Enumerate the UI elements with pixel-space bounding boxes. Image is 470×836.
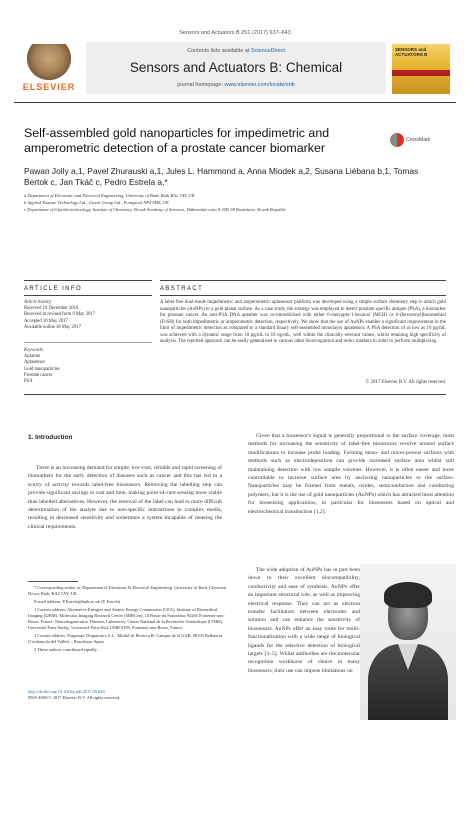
cover-title: SENSORS and ACTUATORS B [395, 47, 428, 57]
introduction-paragraph-right-1: Given that a biosensor's signal is generally proportional to the surface coverage, most methods for increasing the sensitivity of label-free biosensors revolve around surface modifications to increase probe loading. Forming meso- and micro-porous surfaces with methods such as electrodeposition can provide increased surface area whilst still maintaining detection with low sample volumes. However, it is often easier and more controllable to increase surface area by anchoring nanoparticles to the surface. Nanoparticles may be formed from metals, oxides, semiconductors and conducting polymers, but it is the use of gold nanoparticles (AuNPs) which has attracted most attention for biosensing applications, in particular for biosensors based on optical and electrochemical transduction [1,2]. [248, 433, 454, 515]
abstract-copyright: © 2017 Elsevier B.V. All rights reserved. [365, 380, 446, 385]
elsevier-wordmark: ELSEVIER [22, 82, 76, 92]
author-photo [360, 564, 456, 720]
history-accepted: Accepted 10 May 2017 [24, 318, 68, 324]
journal-citation: Sensors and Actuators B 251 (2017) 637–643 [179, 30, 291, 36]
photo-hair [384, 582, 432, 608]
article-info-subrule [24, 295, 152, 296]
crossmark-label: CrossMark [406, 137, 431, 143]
doi-rights: 0925-4005/© 2017 Elsevier B.V. All rights reserved. [28, 695, 121, 700]
affiliation-b: b Applied Enzyme Technology Ltd., Gwent Group Ltd., Pontypool NP4 0HZ, UK [24, 200, 169, 206]
footnote-1: 1 Current address: Alternative Energies and Atomic Energy Commission (CEA), Institute of Biomedical Imaging (I2BM), Molecular Imaging Research Center (MIRCen), 18 Route du Panorama, 92265 Fontenay-aux-Roses, France; Neurodegenerative Diseases Laboratory, Centre National de la Recherche Scientifique (CNRS), Université Paris-Saclay, Université Paris-Sud, UMR 9199, Fontenay-aux-Roses, France. [28, 606, 225, 630]
keywords-divider [24, 342, 152, 343]
journal-header [14, 42, 456, 103]
cover-band [392, 70, 450, 76]
introduction-paragraph-right-2: The wide adoption of AuNPs has in part been down to their excellent biocompatibility, conductivity and ease of synthesis. AuNPs offer an important structural role, as well as improving electrical response. They can act as electron transfer facilitators between electrodes and solution and can enhance the sensitivity of biosensors. AuNPs offer an easy route for multi-functionalization with a wide range of biological ligands for the selective detection of biological targets [3–5]. Whilst antibodies are the molecular recognition workhorse of choice in many biosensors, their use can impose limitations on [248, 567, 360, 674]
history-received: Received 19 December 2016 [24, 306, 79, 312]
history-label: Article history: [24, 300, 53, 305]
doi-block [28, 689, 230, 701]
journal-banner [86, 42, 386, 94]
article-page [14, 30, 456, 730]
author-list: Pawan Jolly a,1, Pavel Zhurauski a,1, Jules L. Hammond a, Anna Miodek a,2, Susana Liébana b,1, Tomas Bertok c, Jan Tkáč c, Pedro Estrela a,* [24, 166, 419, 187]
contents-line [86, 48, 386, 54]
homepage-prefix: journal homepage: [177, 82, 223, 88]
footnote-2: 2 Current address: Pragmatic Diagnostics S.L., Mòdul de Recerca B- Campus de la UAB, 08193 Bellaterra (Cerdanyola del Vallès) – Barcelona, Spain. [28, 632, 223, 644]
abstract-heading: ABSTRACT [160, 286, 204, 292]
footnote-3: 3 These authors contributed equally. [34, 646, 98, 652]
keyword-item: Aptamer [24, 354, 41, 360]
homepage-link[interactable]: www.elsevier.com/locate/snb [224, 82, 295, 88]
keyword-item: Prostate cancer [24, 372, 53, 378]
history-revised: Received in revised form 9 May 2017 [24, 312, 96, 318]
journal-cover-image [392, 44, 450, 94]
keyword-item: Aptasensor [24, 360, 46, 366]
homepage-line [86, 82, 386, 88]
footnote-email: E-mail address: P.Estrela@bath.ac.uk (P. Estrela). [34, 598, 122, 604]
introduction-heading: 1. Introduction [28, 434, 73, 441]
affiliation-a: a Department of Electronic and Electrical Engineering, University of Bath, Bath BA2 7AY, UK [24, 193, 195, 198]
article-history [24, 300, 152, 331]
abstract-rule [160, 280, 446, 281]
contents-prefix: Contents lists available at [187, 48, 250, 54]
keyword-item: Gold nanoparticles [24, 366, 60, 372]
introduction-paragraph-left: There is an increasing demand for simple, low-cost, reliable and rapid screening of biomarkers for the early detection of diseases such as cancer and this has led to a scurry of activity towards label-free biosensors. Removing the labelling step can provide significant savings in cost and time, making point-of-care sensing more viable than labelled alternatives. However, the removal of the label can lead to more difficult determination of the analyte due to non-specific interactions in complex media, resulting in decreased sensitivity and sometimes a system incapable of meeting the clinical requirements. [28, 465, 222, 530]
keywords-label: Keywords: [24, 348, 45, 353]
crossmark-badge[interactable] [390, 130, 446, 150]
keyword-item: PSA [24, 379, 33, 385]
history-online: Available online 18 May 2017 [24, 324, 81, 330]
abstract-text: A label-free dual-mode impedimetric and amperometric aptasensor platform was developed using a simple surface chemistry step to attach gold nanoparticles (AuNPs) to a gold planar surface. As a case study, the strategy was employed to detect prostate specific antigen (PSA), a biomarker for prostate cancer. An anti-PSA DNA aptamer was co-immobilised with either 6-mercapto-1-hexanol (MCH) or 6-(ferrocenyl)hexanethiol (FcSH) for both impedimetric or amperometric detection, respectively. We show that the use of AuNPs enables a significant improvement in the limit of impedimetric detection as compared to a standard binary self-assembled monolayer aptasensor. A PSA detection of as low as 10 pg/mL was achieved with a dynamic range from 10 pg/mL to 10 ng/mL, well within the clinically relevant values, whilst retaining high specificity of analysis. The reported approach can be easily generalised to various other biorecognition and redox markers in order to perform multiplexing. [160, 300, 446, 344]
elsevier-logo [20, 44, 78, 94]
affiliation-c: c Department of Glycobiotechnology, Institute of Chemistry, Slovak Academy of Sciences, Dúbravská cesta 9, 845 38 Bratislava, Slovak Republic [24, 207, 286, 213]
journal-title: Sensors and Actuators B: Chemical [129, 60, 343, 75]
keywords-block [24, 348, 152, 385]
footnote-corresponding: * Corresponding author at: Department of Electronic & Electrical Engineering, University of Bath, Claverton Down, Bath, BA2 7AY, UK. [28, 584, 227, 596]
elsevier-tree-icon [27, 44, 71, 80]
body-separator [24, 394, 446, 395]
article-info-heading: ARTICLE INFO [24, 286, 83, 292]
crossmark-icon [390, 133, 404, 147]
footnotes [28, 581, 230, 655]
doi-link[interactable]: http://dx.doi.org/10.1016/j.snb.2017.05.040 [28, 689, 105, 694]
article-title: Self-assembled gold nanoparticles for impedimetric and amperometric detection of a prostate cancer biomarker [24, 126, 330, 155]
article-info-rule [24, 280, 152, 281]
sciencedirect-link[interactable]: ScienceDirect [250, 48, 285, 54]
abstract-subrule [160, 295, 446, 296]
footnote-rule [28, 581, 78, 582]
affiliations [24, 192, 444, 214]
